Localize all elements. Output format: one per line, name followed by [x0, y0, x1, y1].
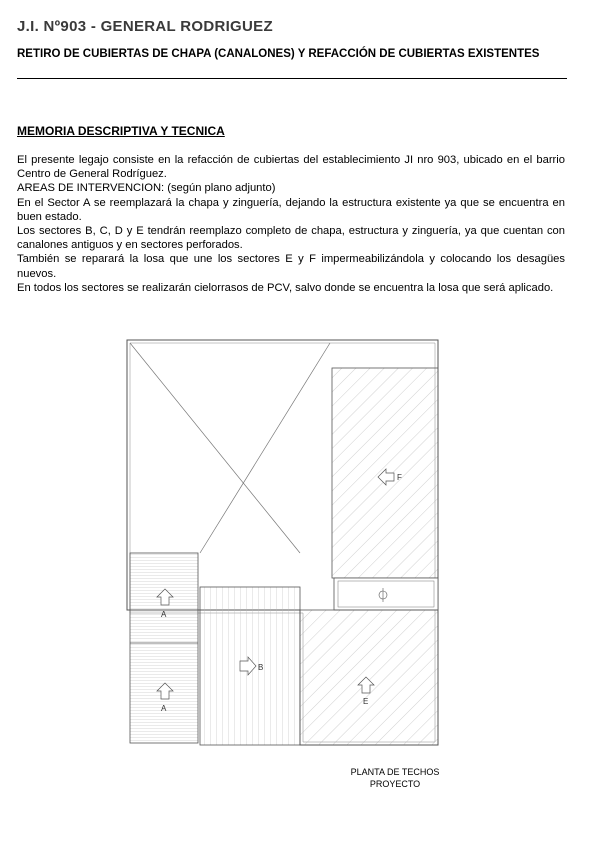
paragraph-intro: El presente legajo consiste en la refacción de cubiertas del establecimiento JI nro 903, ubicado en el barrio Centro de General Rodríguez.	[17, 154, 565, 181]
x-diagonal-2	[200, 343, 330, 553]
roof-plan-drawing	[120, 335, 450, 760]
paragraph-areas: AREAS DE INTERVENCION: (según plano adjunto)	[17, 182, 276, 195]
section-heading: MEMORIA DESCRIPTIVA Y TECNICA	[17, 124, 225, 138]
paragraph-cielorrasos: En todos los sectores se realizarán cielorrasos de PCV, salvo donde se encuentra la losa que será aplicado.	[17, 281, 554, 294]
caption-line-2: PROYECTO	[369, 779, 421, 789]
label-a-top: A	[161, 610, 167, 619]
label-e: E	[363, 697, 369, 706]
sector-a	[130, 553, 198, 743]
paragraph-sectors-bcde: Los sectores B, C, D y E tendrán reemplazo completo de chapa, estructura y zinguería, ya que cuentan con canalones antiguos y en sectores perforados.	[17, 225, 565, 252]
header-rule	[17, 78, 567, 79]
document-subtitle: RETIRO DE CUBIERTAS DE CHAPA (CANALONES) Y REFACCIÓN DE CUBIERTAS EXISTENTES	[17, 48, 540, 60]
label-f: F	[397, 473, 402, 482]
label-a-bottom: A	[161, 704, 167, 713]
document-title: J.I. Nº903 - GENERAL RODRIGUEZ	[17, 18, 273, 35]
label-b: B	[258, 663, 264, 672]
x-diagonal-1	[130, 343, 300, 553]
sector-e	[300, 610, 438, 745]
slab-ef	[334, 578, 438, 610]
paragraph-losa: También se reparará la losa que une los sectores E y F impermeabilizándola y colocando los desagües nuevos.	[17, 253, 565, 280]
caption-line-1: PLANTA DE TECHOS	[350, 767, 440, 777]
description-body	[17, 153, 565, 295]
paragraph-sector-a: En el Sector A se reemplazará la chapa y zinguería, dejando la estructura existente ya que se encuentra en buen estado.	[17, 196, 565, 223]
plan-caption	[330, 766, 460, 790]
